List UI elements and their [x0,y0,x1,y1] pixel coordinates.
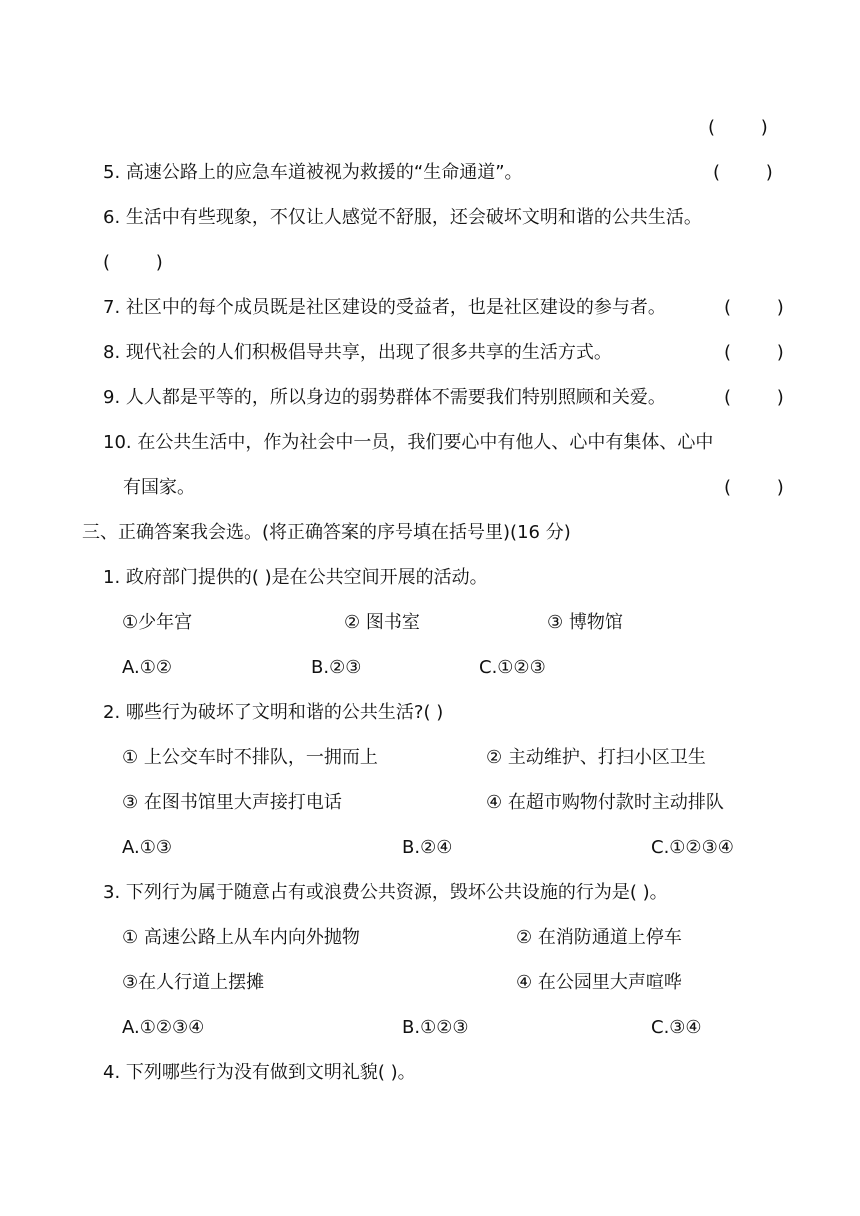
answer-paren[interactable]: ( ) [713,162,773,183]
choice-c[interactable]: C.③④ [651,1017,702,1038]
choice-a[interactable]: A.①② [122,657,172,678]
choice-c[interactable]: C.①②③ [479,657,546,678]
option-item: ③ 博物馆 [547,612,623,633]
option-item: ② 主动维护、打扫小区卫生 [486,747,706,768]
choice-c[interactable]: C.①②③④ [651,837,734,858]
choice-b[interactable]: B.②③ [311,657,362,678]
answer-paren[interactable]: ( ) [708,117,768,138]
tf-item-5: 5. 高速公路上的应急车道被视为救援的“生命通道”。 [103,162,523,183]
answer-paren[interactable]: ( ) [724,387,784,408]
option-item: ④ 在超市购物付款时主动排队 [486,792,724,813]
section-title: 三、正确答案我会选。(将正确答案的序号填在括号里)(16 分) [82,522,571,543]
answer-paren[interactable]: ( ) [724,297,784,318]
tf-item-10-cont: 有国家。 [123,477,195,498]
tf-item-10: 10. 在公共生活中，作为社会中一员，我们要心中有他人、心中有集体、心中 [103,432,714,453]
option-item: ① 上公交车时不排队，一拥而上 [122,747,378,768]
choice-b[interactable]: B.①②③ [402,1017,469,1038]
choice-a[interactable]: A.①③ [122,837,172,858]
tf-item-7: 7. 社区中的每个成员既是社区建设的受益者，也是社区建设的参与者。 [103,297,666,318]
tf-item-6: 6. 生活中有些现象，不仅让人感觉不舒服，还会破坏文明和谐的公共生活。 [103,207,702,228]
choice-b[interactable]: B.②④ [402,837,453,858]
question-stem: 4. 下列哪些行为没有做到文明礼貌( )。 [103,1062,416,1083]
option-item: ① 高速公路上从车内向外抛物 [122,927,360,948]
answer-paren[interactable]: ( ) [724,477,784,498]
option-item: ④ 在公园里大声喧哗 [516,972,682,993]
option-item: ③在人行道上摆摊 [122,972,265,993]
tf-item-8: 8. 现代社会的人们积极倡导共享，出现了很多共享的生活方式。 [103,342,612,363]
option-item: ①少年宫 [122,612,193,633]
question-stem: 2. 哪些行为破坏了文明和谐的公共生活?( ) [103,702,444,723]
option-item: ② 在消防通道上停车 [516,927,682,948]
question-stem: 1. 政府部门提供的( )是在公共空间开展的活动。 [103,567,488,588]
tf-item-9: 9. 人人都是平等的，所以身边的弱势群体不需要我们特别照顾和关爱。 [103,387,666,408]
choice-a[interactable]: A.①②③④ [122,1017,205,1038]
question-stem: 3. 下列行为属于随意占有或浪费公共资源，毁坏公共设施的行为是( )。 [103,882,668,903]
option-item: ② 图书室 [344,612,420,633]
option-item: ③ 在图书馆里大声接打电话 [122,792,342,813]
answer-paren[interactable]: ( ) [724,342,784,363]
answer-paren[interactable]: ( ) [103,252,163,273]
